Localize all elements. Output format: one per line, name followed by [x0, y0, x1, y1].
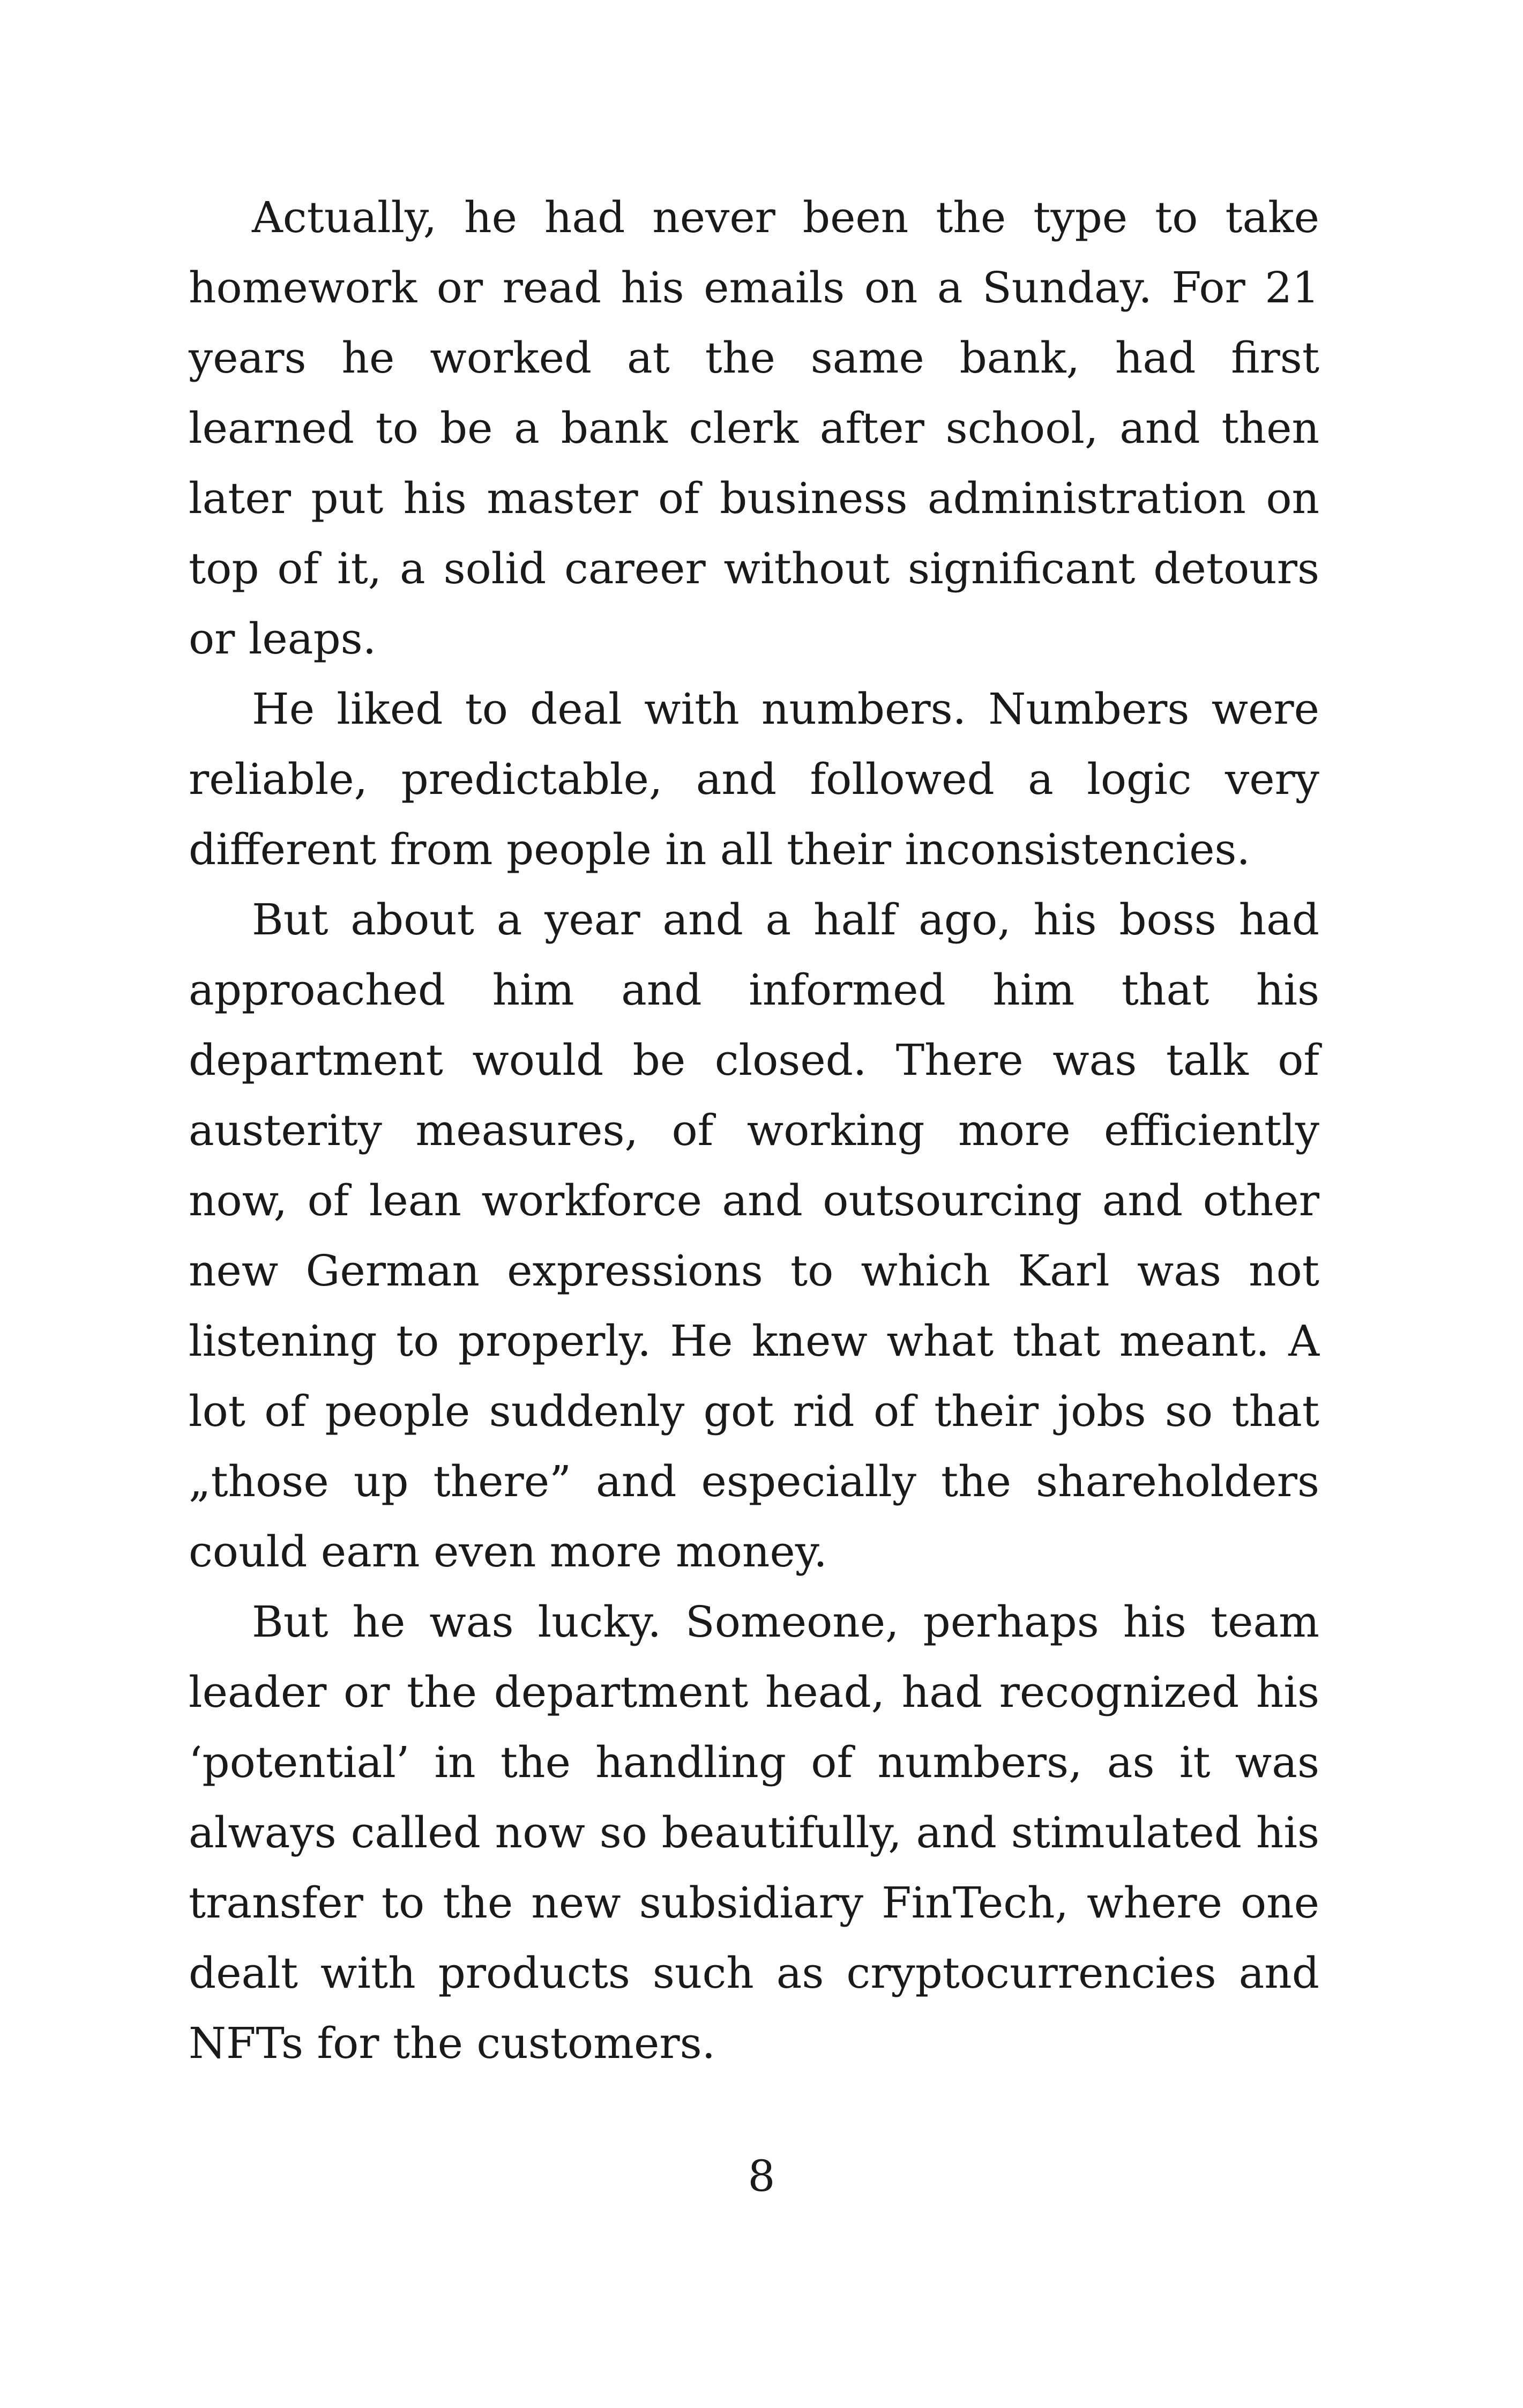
paragraph: But about a year and a half ago, his boss had approached him and informed him that his department would be closed. There was talk of austerity measures, of working more efficiently now, of lean workforce and outsourcing and other new German expressions to which Karl was not listening to properly. He knew what that meant. A lot of people suddenly got rid of their jobs so that „those up there” and especially the shareholders could earn even more money.: [189, 895, 1319, 1577]
body-text: [189, 182, 1319, 2078]
paragraph: Actually, he had never been the type to take homework or read his emails on a Sunday. For 21 years he worked at the same bank, had first learned to be a bank clerk after school, and then later put his master of business administration on top of it, a solid career without significant detours or leaps.: [189, 192, 1319, 664]
paragraph: But he was lucky. Someone, perhaps his team leader or the department head, had recognized his ‘potential’ in the handling of numbers, as it was always called now so beautifully, and stimulated his transfer to the new subsidiary FinTech, where one dealt with products such as cryptocurrencies and NFTs for the customers.: [189, 1597, 1319, 2068]
paragraph: He liked to deal with numbers. Numbers were reliable, predictable, and followed a logic very different from people in all their inconsistencies.: [189, 684, 1319, 874]
page-number: 8: [748, 2151, 775, 2201]
